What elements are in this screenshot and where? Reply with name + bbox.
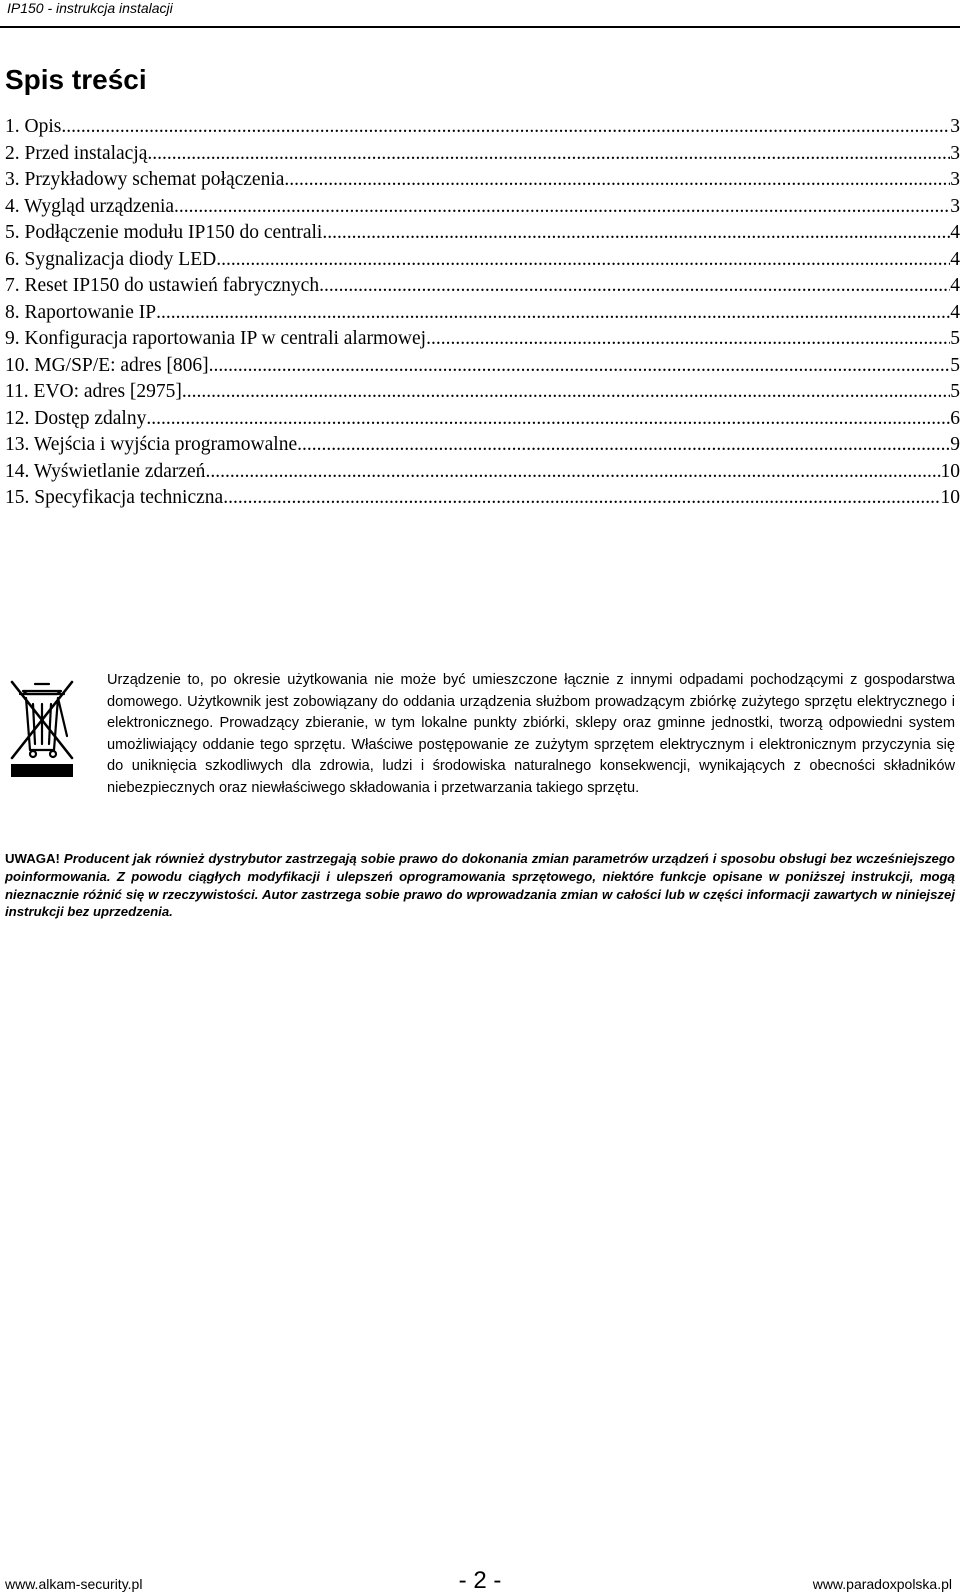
warning-label: UWAGA!	[5, 851, 60, 866]
weee-disposal-text: Urządzenie to, po okresie użytkowania nie może być umieszczone łącznie z innymi odpadami pochodzącymi z gospodarstwa domowego. Użytkownik jest zobowiązany do oddania urządzenia służbom prowadzącym zbiórkę zużytego sprzętu elektrycznego i elektronicznego. Prowadzący zbieranie, w tym lokalne punkty zbiórki, sklepy oraz gminne jednostki, tworzą odpowiedni system umożliwiający oddanie tego sprzętu. Właściwe postępowanie ze zużytym sprzętem elektrycznym i elektronicznym przyczynia się do uniknięcia szkodliwych dla zdrowia, ludzi i środowiska naturalnego konsekwencji, wynikających z obecności składników niebezpiecznych oraz niewłaściwego składowania i przetwarzania takiego sprzętu.	[107, 672, 955, 796]
toc-entry-label: 9. Konfiguracja raportowania IP w centrali alarmowej	[5, 328, 427, 349]
toc-entry[interactable]	[5, 432, 960, 459]
toc-entry-page: 5	[950, 381, 960, 402]
toc-entry-page: 5	[950, 328, 960, 349]
page-footer	[0, 1567, 960, 1594]
toc-entry-page: 3	[950, 195, 960, 217]
toc-dot-leader	[205, 459, 940, 486]
toc-dot-leader	[284, 167, 950, 194]
toc-entry-page: 3	[950, 142, 960, 164]
toc-entry-label: 5. Podłączenie modułu IP150 do centrali	[5, 222, 323, 243]
toc-entry[interactable]	[5, 379, 960, 406]
toc-dot-leader	[426, 326, 950, 353]
toc-entry[interactable]	[5, 300, 960, 327]
toc-entry[interactable]	[5, 220, 960, 247]
toc-dot-leader	[322, 220, 950, 247]
footer-left-url[interactable]: www.alkam-security.pl	[5, 1576, 143, 1592]
toc-dot-leader	[209, 353, 951, 380]
toc-entry[interactable]	[5, 247, 960, 274]
header-rule	[0, 26, 960, 28]
toc-entry[interactable]	[5, 194, 960, 221]
toc-entry-page: 4	[950, 222, 960, 243]
toc-entry-label: 14. Wyświetlanie zdarzeń	[5, 460, 206, 482]
toc-entry[interactable]	[5, 114, 960, 141]
warning-text: Producent jak również dystrybutor zastrzegają sobie prawo do dokonania zmian parametrów urządzeń i sposobu obsługi bez wcześniejszego poinformowania. Z powodu ciągłych modyfikacji i ulepszeń oprogramowania sprzętowego, niektóre funkcje opisane w poniższej instrukcji, mogą nieznacznie różnić się w rzeczywistości. Autor zastrzega sobie prawo do wprowadzania zmian w całości lub w części informacji zawartych w niniejszej instrukcji bez uprzedzenia.	[5, 851, 955, 920]
toc-entry-page: 3	[950, 169, 960, 190]
toc-entry-page: 3	[950, 116, 960, 137]
toc-dot-leader	[182, 379, 950, 406]
toc-entry-page: 9	[950, 434, 960, 455]
toc-entry-label: 11. EVO: adres [2975]	[5, 381, 182, 402]
toc-dot-leader	[146, 406, 950, 433]
toc-entry-label: 10. MG/SP/E: adres [806]	[5, 354, 209, 376]
toc-entry-page: 10	[940, 460, 960, 482]
toc-entry-label: 12. Dostęp zdalny	[5, 407, 147, 429]
toc-entry-label: 7. Reset IP150 do ustawień fabrycznych	[5, 275, 320, 296]
footer-right-url[interactable]: www.paradoxpolska.pl	[812, 1576, 952, 1592]
toc-entry[interactable]	[5, 353, 960, 380]
toc-dot-leader	[174, 194, 950, 221]
toc-entry-page: 5	[950, 354, 960, 376]
toc-entry-label: 13. Wejścia i wyjścia programowalne	[5, 434, 298, 455]
toc-dot-leader	[216, 247, 950, 274]
toc-dot-leader	[147, 141, 950, 168]
page-number: - 2 -	[458, 1567, 502, 1594]
table-of-contents	[5, 114, 960, 512]
toc-entry-label: 4. Wygląd urządzenia	[5, 195, 175, 217]
toc-entry[interactable]	[5, 485, 960, 512]
toc-entry-page: 4	[950, 301, 960, 323]
toc-dot-leader	[61, 114, 950, 141]
toc-entry-label: 8. Raportowanie IP	[5, 301, 157, 323]
toc-entry[interactable]	[5, 406, 960, 433]
warning-notice	[5, 850, 955, 921]
toc-title: Spis treści	[5, 64, 147, 95]
toc-dot-leader	[223, 485, 940, 512]
toc-entry-page: 4	[950, 248, 960, 270]
toc-entry[interactable]	[5, 141, 960, 168]
toc-entry-label: 2. Przed instalacją	[5, 142, 148, 164]
toc-entry-label: 1. Opis	[5, 116, 62, 137]
toc-dot-leader	[156, 300, 950, 327]
toc-dot-leader	[319, 273, 950, 300]
running-header-title: IP150 - instrukcja instalacji	[7, 0, 173, 16]
toc-entry-page: 4	[950, 275, 960, 296]
toc-entry-page: 10	[940, 487, 960, 508]
toc-entry[interactable]	[5, 326, 960, 353]
toc-entry-label: 15. Specyfikacja techniczna	[5, 487, 224, 508]
toc-entry-label: 6. Sygnalizacja diody LED	[5, 248, 217, 270]
toc-dot-leader	[297, 432, 950, 459]
toc-entry-label: 3. Przykładowy schemat połączenia	[5, 169, 285, 190]
toc-entry[interactable]	[5, 167, 960, 194]
toc-entry[interactable]	[5, 459, 960, 486]
toc-entry-page: 6	[950, 407, 960, 429]
toc-entry[interactable]	[5, 273, 960, 300]
